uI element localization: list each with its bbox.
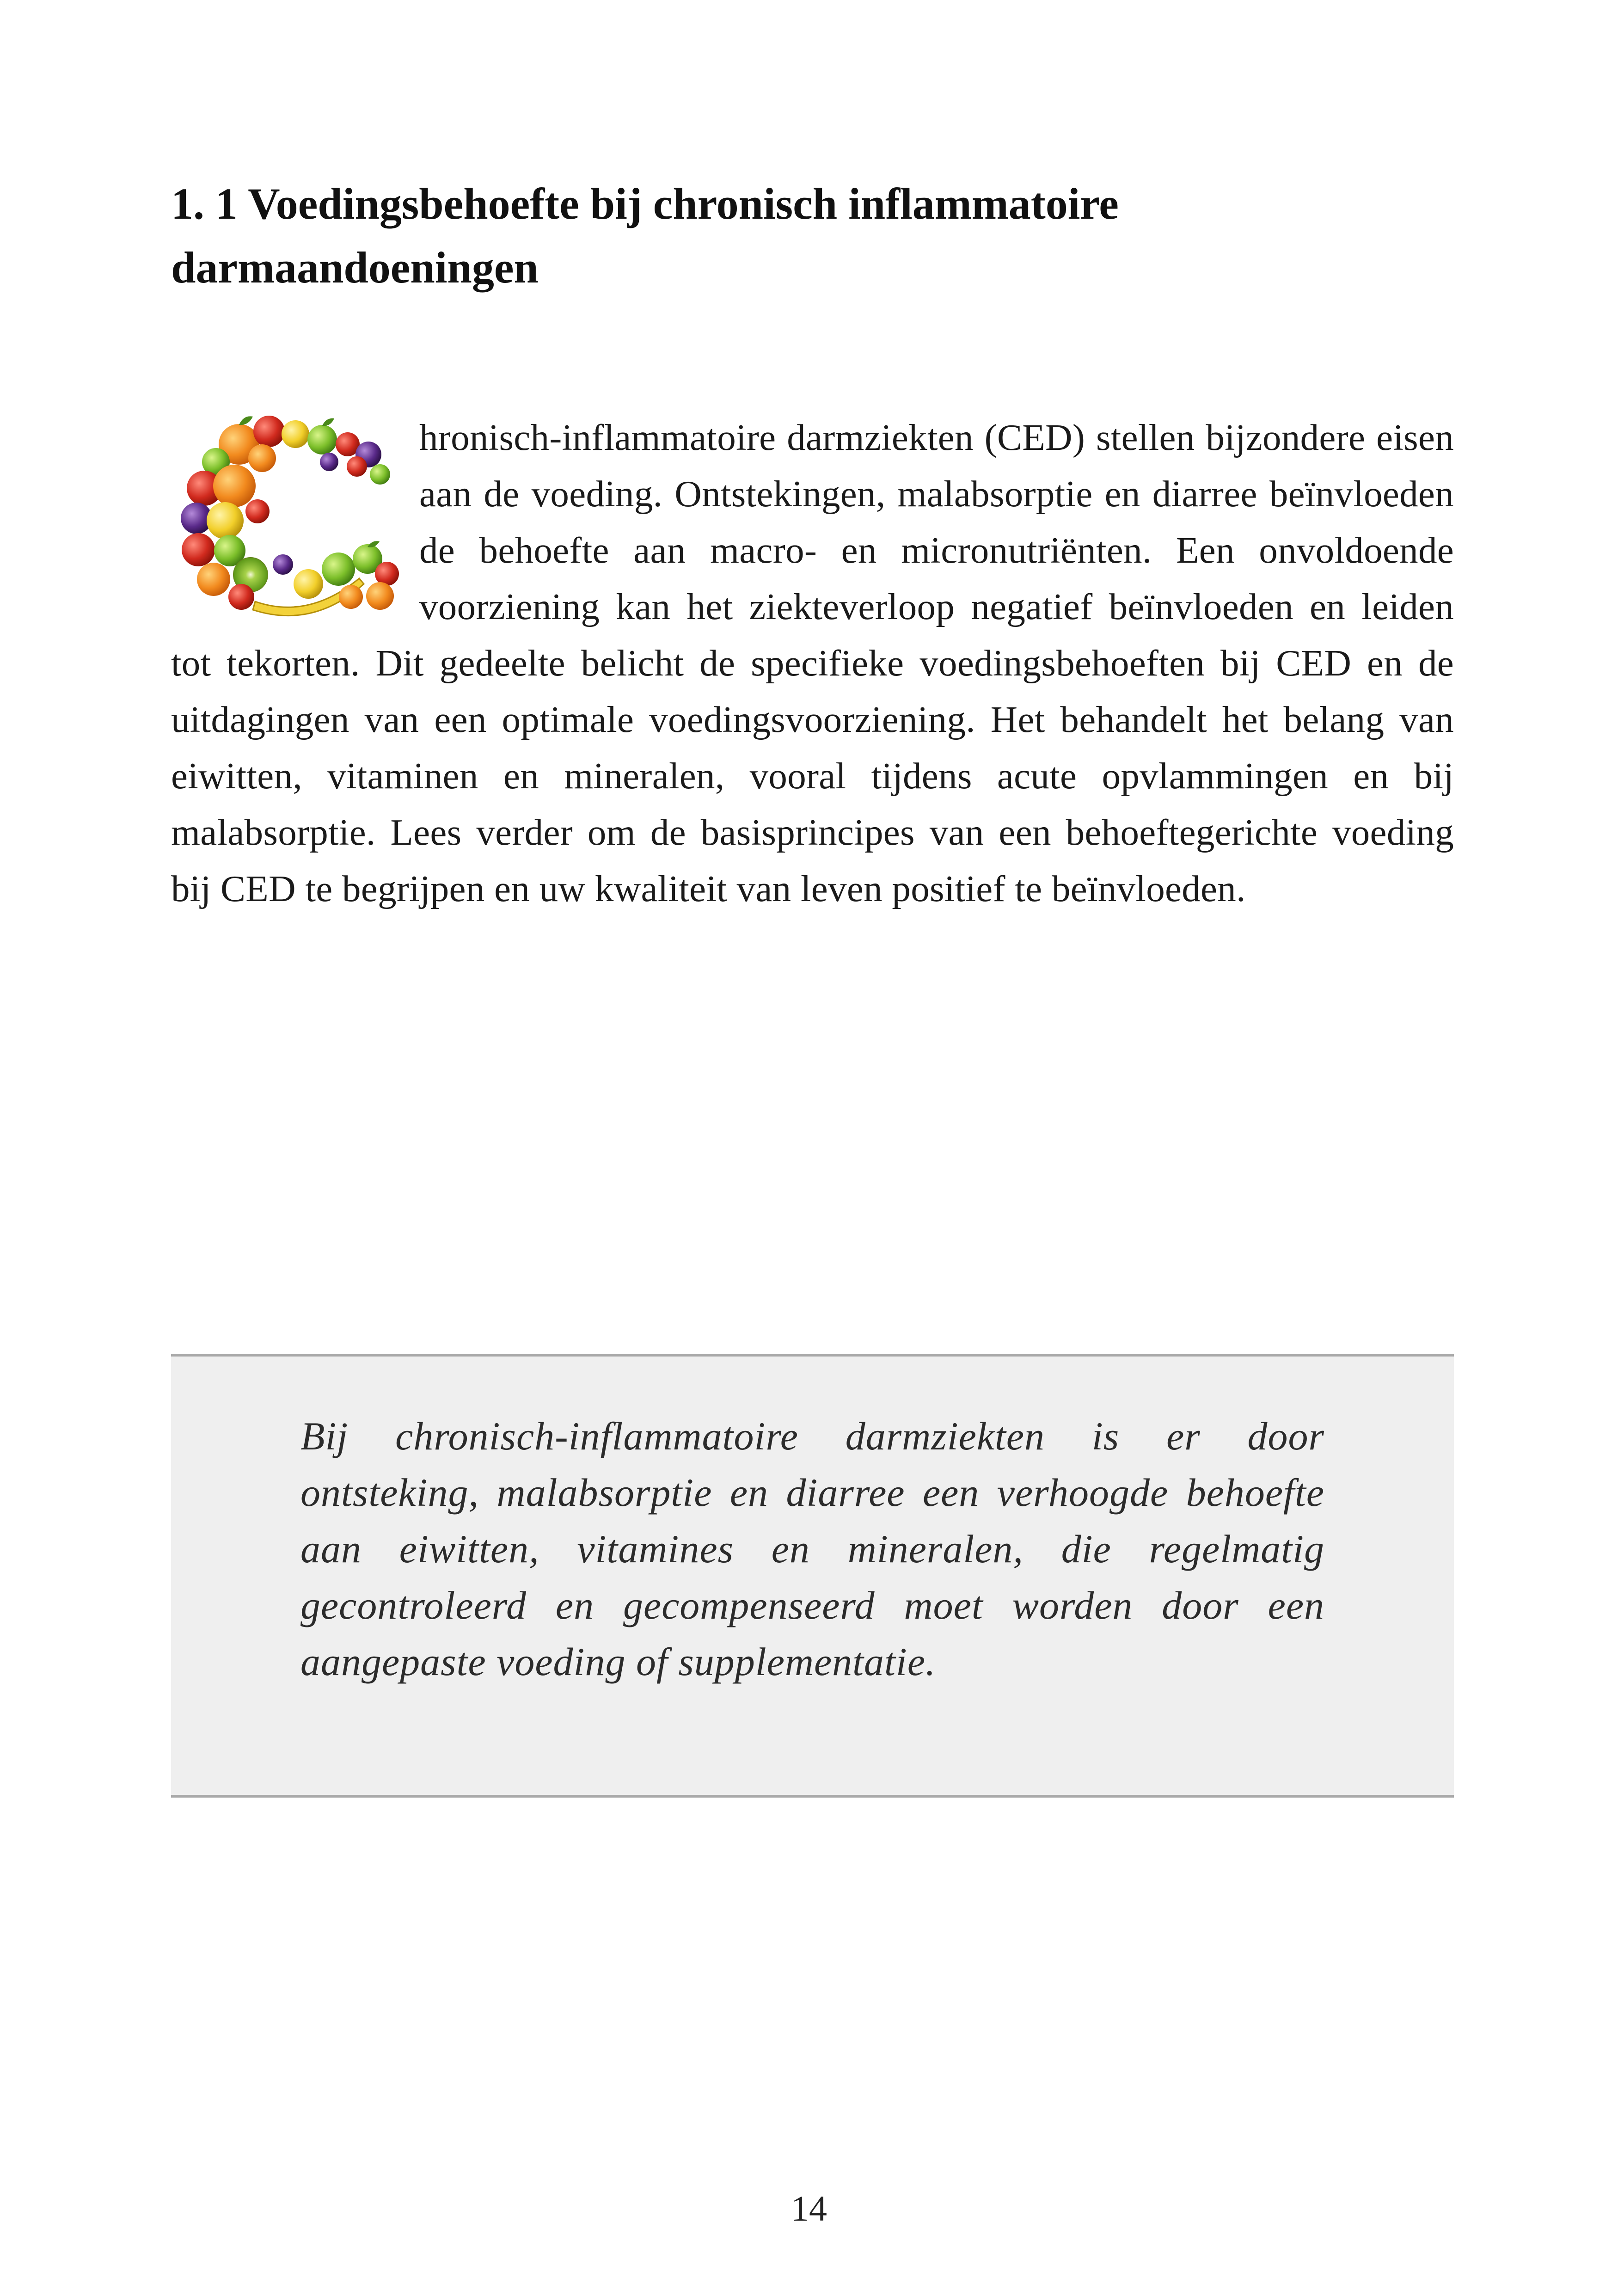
intro-text: hronisch-inflammatoire darmziekten (CED) stellen bijzondere eisen aan de voeding. Ontstekingen, malabsorptie en diarree beïnvloeden de behoefte aan macro- en micronutriënten. Een onvoldoende voorziening kan het ziekteverloop negatief beïnvloeden en leiden tot tekorten. Dit gedeelte belicht de specifieke voedingsbehoeften bij CED en de uitdagingen van een optimale voedingsvoorziening. Het behandelt het belang van eiwitten, vitaminen en mineralen, vooral tijdens acute opvlammingen en bij malabsorptie. Lees verder om de basisprincipes van een behoeftegerichte voeding bij CED te begrijpen en uw kwaliteit van leven positief te beïnvloeden.	[171, 417, 1454, 909]
fruit-letter-c-icon	[170, 412, 401, 619]
section-heading: 1. 1 Voedingsbehoefte bij chronisch inflammatoire darmaandoeningen	[171, 179, 1119, 292]
intro-paragraph	[171, 409, 1454, 917]
callout-box	[171, 1354, 1454, 1798]
page-number: 14	[791, 2188, 827, 2228]
callout-text: Bij chronisch-inflammatoire darmziekten is er door ontsteking, malabsorptie en diarree een verhoogde behoefte aan eiwitten, vitamines en mineralen, die regelmatig gecontroleerd en gecompenseerd moet worden door een aangepaste voeding of supplementatie.	[300, 1414, 1324, 1684]
